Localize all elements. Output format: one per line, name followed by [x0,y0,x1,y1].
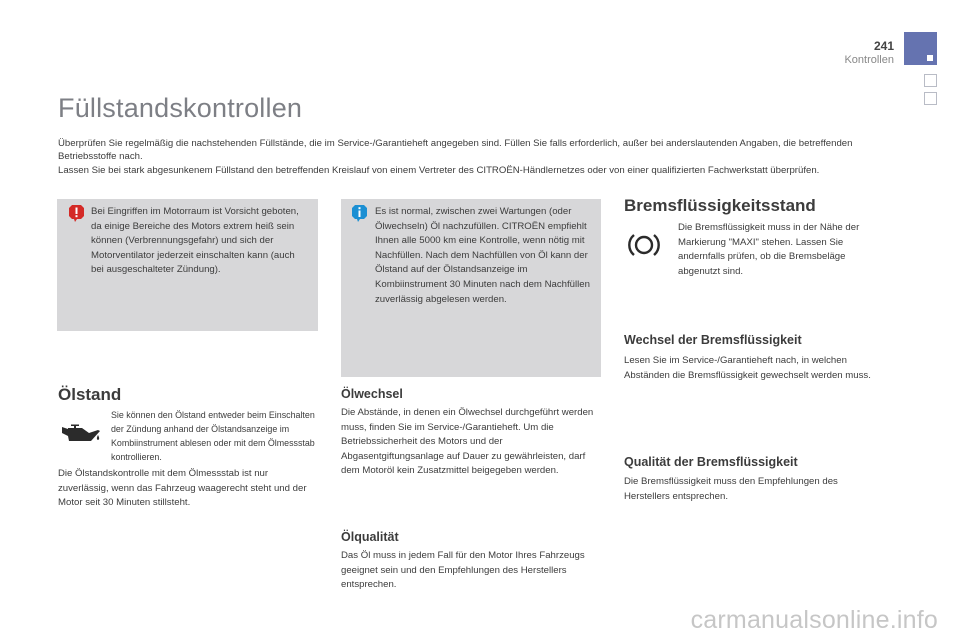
oelstand-text: Sie können den Ölstand entweder beim Einschalten der Zündung anhand der Ölstandsanzeige im Kombiinstrument ablesen oder mit dem Ölmessstab kontrollieren. [111,410,315,463]
wechsel-bremsfluessigkeit-heading: Wechsel der Bremsflüssigkeit [624,333,802,347]
qualitaet-bremsfluessigkeit-text: Die Bremsflüssigkeit muss den Empfehlungen des Herstellers entsprechen. [624,476,838,502]
exclamation-icon [68,204,85,223]
oelwechsel-text: Die Abstände, in denen ein Ölwechsel durchgeführt werden muss, finden Sie im Service-/Garantieheft. Um die Betriebssicherheit des Motors und der Abgasentgiftungsanlage auf Dauer zu gewährleisten, darf dem Motoröl kein Zusatzmittel beigegeben werden. [341,407,594,477]
intro-paragraph: Lassen Sie bei stark abgesunkenem Füllstand den betreffenden Kreislauf von einem Vertreter des CITROËN-Händlernetzes oder von einer qualifizierten Fachwerkstatt überprüfen. [58,164,820,176]
oelwechsel-heading: Ölwechsel [341,387,403,401]
section-label: Kontrollen [844,54,894,66]
intro-paragraph: Überprüfen Sie regelmäßig die nachstehenden Füllstände, die im Service-/Garantieheft angegeben sind. Füllen Sie falls erforderlich, außer bei anderslautenden Angaben, die betreffenden Betriebsstoffe nach. [58,138,853,163]
wechsel-bremsfluessigkeit-text: Lesen Sie im Service-/Garantieheft nach, in welchen Abständen die Bremsflüssigkeit gewechselt werden muss. [624,355,871,381]
intro-text [58,137,888,177]
qualitaet-bremsfluessigkeit-heading: Qualität der Bremsflüssigkeit [624,455,798,469]
info-text: Es ist normal, zwischen zwei Wartungen (oder Ölwechseln) Öl nachzufüllen. CITROËN empfiehlt Ihnen alle 5000 km eine Kontrolle, wenn nötig mit Nachfüllen. Nach dem Nachfüllen von Öl kann der Ölstand auf der Ölstandsanzeige im Kombiinstrument 30 Minuten nach dem Nachfüllen zuverlässig abgelesen werden. [375,206,590,305]
chapter-tab-active[interactable] [904,32,937,65]
brake-warning-icon [627,232,661,258]
page-title: Füllstandskontrollen [58,93,303,123]
chapter-tab[interactable] [924,92,937,105]
oelqualitaet-heading: Ölqualität [341,530,399,544]
page-number: 241 [873,39,894,53]
warning-text: Bei Eingriffen im Motorraum ist Vorsicht geboten, da einige Bereiche des Motors extrem heiß sein können (Verbrennungsgefahr) und sich der Motorventilator jederzeit einschalten kann (auch bei ausgeschalteter Zündung). [91,206,299,276]
bremsfluessigkeitsstand-text: Die Bremsflüssigkeit muss in der Nähe der Markierung "MAXI" stehen. Lassen Sie andernfalls prüfen, ob die Bremsbeläge abgenutzt sind. [678,222,860,277]
oelstand-text: Die Ölstandskontrolle mit dem Ölmessstab ist nur zuverlässig, wenn das Fahrzeug waagerecht steht und der Motor seit 30 Minuten stillsteht. [58,468,307,509]
oelqualitaet-text: Das Öl muss in jedem Fall für den Motor Ihres Fahrzeugs geeignet sein und den Empfehlungen des Herstellers entsprechen. [341,550,585,591]
chapter-tab[interactable] [924,74,937,87]
tab-marker-icon [927,55,933,61]
info-icon [351,204,368,223]
oelstand-heading: Ölstand [58,385,122,404]
oil-can-icon [60,424,102,444]
bremsfluessigkeitsstand-heading: Bremsflüssigkeitsstand [624,196,816,215]
watermark: carmanualsonline.info [690,606,938,634]
